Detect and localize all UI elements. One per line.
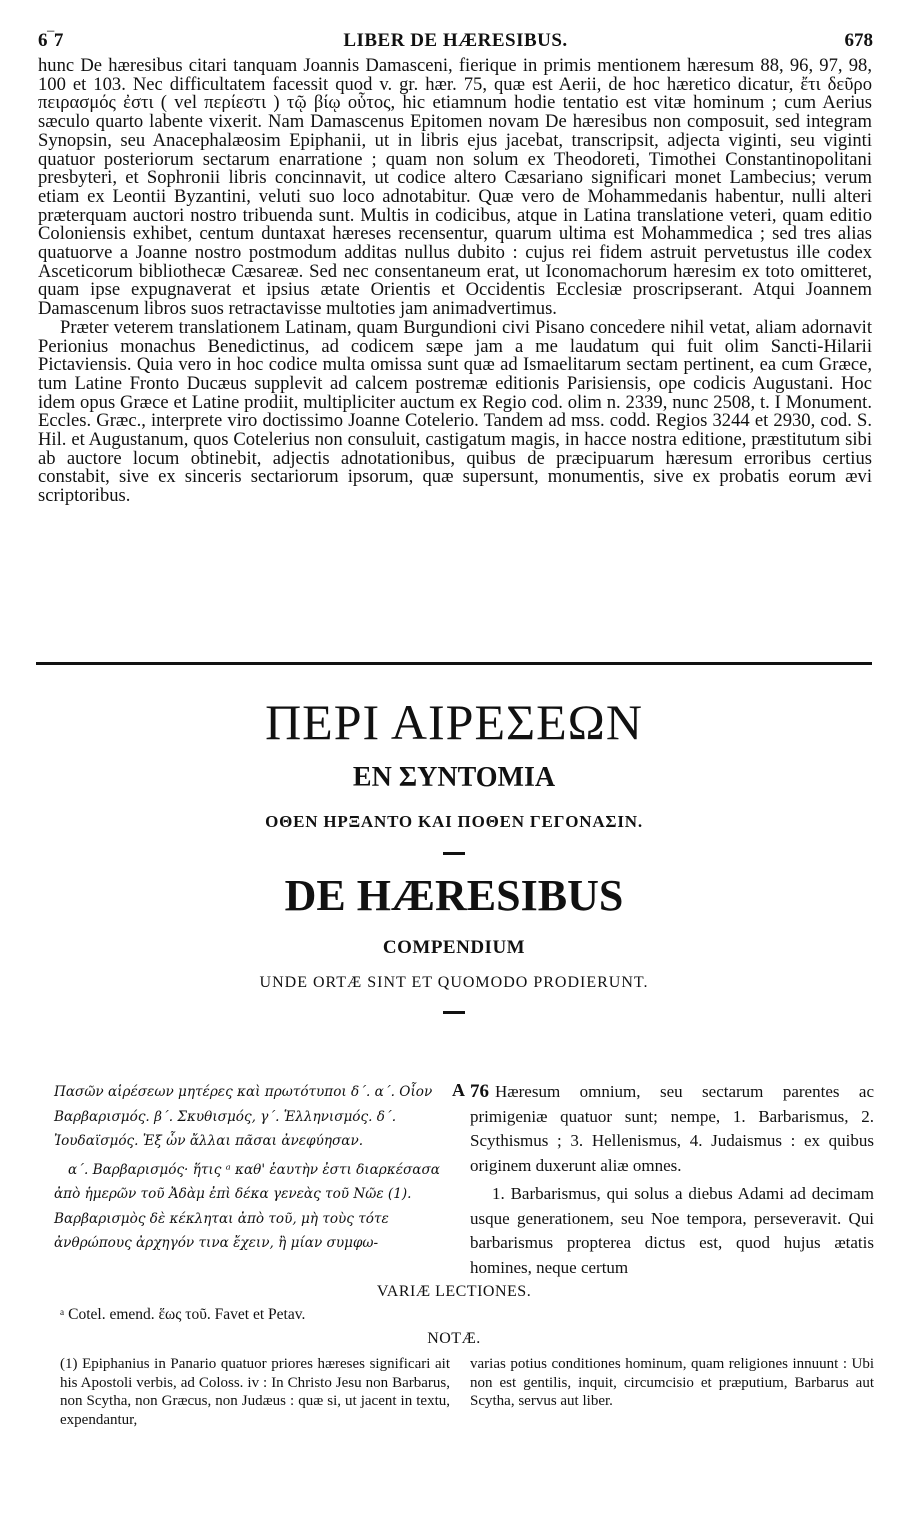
greek-paragraph-1: Πασῶν αἱρέσεων μητέρες καὶ πρωτότυποι δ΄. α΄. Οἷον Βαρβαρισμός. β΄. Σκυθισμός, γ΄. Ἑλληνισμός. δ΄. Ἰουδαϊσμός. Ἐξ ὧν ἄλλαι πᾶσαι ἀνεφύησαν. — [54, 1084, 433, 1149]
page-number-left: 6‾7 — [38, 30, 64, 51]
latin-title: DE HÆRESIBUS — [284, 871, 624, 920]
greek-subtitle-secondary: ΟΘΕΝ ΗΡΞΑΝΤΟ ΚΑΙ ΠΟΘΕΝ ΓΕΓΟΝΑΣΙΝ. — [265, 812, 643, 831]
variae-lectiones-line: ᵃ Cotel. emend. ἕως τοῦ. Favet et Petav. — [60, 1306, 306, 1323]
greek-paragraph-2: α΄. Βαρβαρισμός· ἥτις ᵃ καθ' ἑαυτὴν ἐστι διαρκέσασα ἀπὸ ἡμερῶν τοῦ Ἀδὰμ ἐπὶ δέκα γενεὰς τοῦ Νῶε (1). Βαρβαρισμὸς δὲ κέκληται ἀπὸ τοῦ, μὴ τοὺς τότε ἀνθρώπους ἀρχηγόν τινα ἔχειν, ἢ μίαν συμφω- — [54, 1161, 440, 1251]
column-marker: A — [452, 1080, 465, 1100]
note-left-column: (1) Epiphanius in Panario quatuor priores hæreses significari ait his Apostoli verbis, ad Coloss. iv : In Christo Jesu non Barbarus, non Scytha, non Græcus, non Judæus : quæ si, ut jacent in textu, expendantur, — [60, 1356, 450, 1428]
title-block — [36, 684, 872, 1014]
latin-column — [470, 1080, 874, 1280]
title-separator-lower — [443, 1011, 465, 1014]
latin-paragraph-1-text: Hæresum omnium, seu sectarum parentes ac primigeniæ quatuor sunt; nempe, 1. Barbarismus, 2. Scythismus ; 3. Hellenismus, 4. Judaismus : ex quibus originem duxerunt aliæ omnes. — [470, 1082, 874, 1175]
note-right-column: varias potius conditiones hominum, quam religiones innuunt : Ubi non est gentilis, inquit, circumcisio et præputium, Barbarus aut Scytha, servus aut liber. — [470, 1356, 874, 1409]
intro-paragraph-2: Præter veterem translationem Latinam, quam Burgundioni civi Pisano concedere nihil vetat, aliam adornavit Perionius monachus Benedictinus, ad codicem sæpe jam a me laudatum qui fuit olim Sancti-Hilarii Pictaviensis. Quia vero in hoc codice multa omissa sunt quæ ad Ismaelitarum sectam pertinent, ea cum Græce, tum Latine Fronto Ducæus supplevit ad calcem postremæ editionis Parisiensis, ope codicis Augustani. Hoc idem opus Græce et Latine prodiit, multipliciter auctum ex Regio cod. olim n. 2339, nunc 2508, t. I Monument. Eccles. Græc., interprete viro doctissimo Joanne Cotelerio. Tandem ad mss. codd. Regios 3244 et 2930, cod. S. Hil. et Augustanum, quos Cotelerius non consuluit, castigatum magis, in hacce nostra editione, præstitutum sibi ab auctore locum obtinebit, adjectis adnotationibus, quibus de præcipuarum hæresum erroribus certius constabit, sive ex sinceris sectariorum ipsorum, quæ supersunt, monumentis, sive ex probatis eorum ævi scriptoribus. — [38, 316, 872, 507]
variae-lectiones-heading: VARIÆ LECTIONES. — [376, 1283, 532, 1300]
intro-paragraph-1: hunc De hæresibus citari tanquam Joannis Damasceni, fierique in primis mentionem hæresum 88, 96, 97, 98, 100 et 103. Nec difficultatem facessit quod v. gr. hær. 75, quæ est Aerii, de hoc hæretico dicatur, ἔτι δεῦρο πειρασμός ἐστι ( vel περίεστι ) τῷ βίῳ οὗτος, hic etiamnum hodie tentatio est vitæ hominum ; cum Aerius sæculo quarto labente vixerit. Nam Damascenus Epitomen novam De hæresibus non composuit, sed integram Synopsin, seu Anacephalæosim Epiphanii, ut in libris ejus jacebat, transcripsit, adjecta viginti, seu viginti quatuor posteriorum sectarum enarratione ; quam non solum ex Theodoreti, Timothei Constantinopolitani presbyteri, et Sophronii libris concinnavit, ut codice altero Cæsariano significari monet Lambecius; verum etiam ex Leontii Byzantini, veluti suo loco adnotabitur. Quæ vero de Mohammedanis habentur, nulli alteri præterquam auctori nostro tribuenda sunt. Multis in codicibus, atque in Latina translatione veteri, quam editio Coloniensis exhibet, centum duntaxat hæreses recensentur, quarum ultima est Mohammedica ; sed tres alias quatuorve a Joanne nostro postmodum additas nullus dubito : cujus rei fidem astruit pervetustus ille codex Asceticorum bibliothecæ Cæsareæ. Sed nec consentaneum erat, ut Iconomachorum hæresim ex toto omitteret, quam ipse expugnaverat et ipsius ætate Orientis et Occidentis Ecclesiæ proscripserant. Atqui Joannem Damascenum libros suos retractavisse multoties jam animadvertimus. — [38, 55, 872, 320]
section-number: 76 — [470, 1081, 489, 1102]
notae-heading: NOTÆ. — [427, 1330, 481, 1347]
section-rule — [36, 662, 872, 665]
latin-paragraph-2: 1. Barbarismus, qui solus a diebus Adami ad decimam usque generationem, seu Noe tempora, perseveravit. Qui barbarismus propterea dictus est, quod hujus ætatis homines, neque certum — [470, 1184, 874, 1277]
latin-subtitle: COMPENDIUM — [382, 937, 526, 958]
greek-title: ΠΕΡΙ ΑΙΡΕΣΕΩΝ — [265, 694, 643, 750]
introduction-text — [38, 57, 872, 506]
title-separator — [443, 852, 465, 855]
latin-subtitle-secondary: UNDE ORTÆ SINT ET QUOMODO PRODIERUNT. — [259, 974, 649, 991]
greek-column — [54, 1080, 454, 1256]
latin-paragraph-1 — [470, 1080, 874, 1178]
running-head — [38, 30, 873, 54]
greek-subtitle: ΕΝ ΣΥΝΤΟΜΙΑ — [352, 762, 556, 793]
running-title: LIBER DE HÆRESIBUS. — [343, 30, 568, 51]
page-number-right: 678 — [844, 30, 873, 51]
